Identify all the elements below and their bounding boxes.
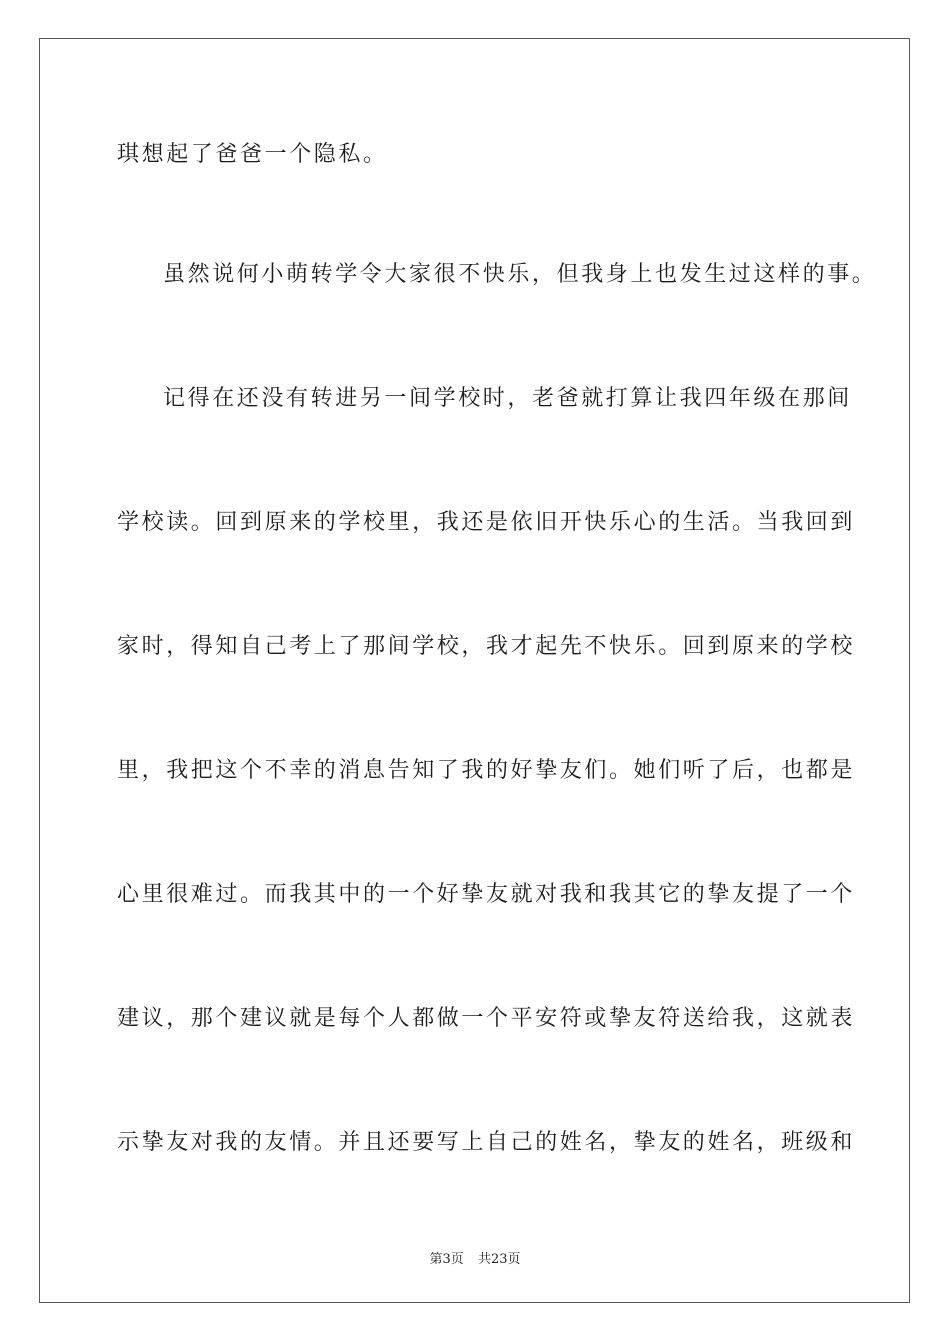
page-number: 第3页 — [429, 1252, 464, 1267]
total-pages: 共23页 — [477, 1252, 521, 1267]
text-line-2: 虽然说何小萌转学令大家很不快乐，但我身上也发生过这样的事。 — [163, 262, 877, 287]
text-line-4: 学校读。回到原来的学校里，我还是依旧开快乐心的生活。当我回到 — [117, 510, 856, 535]
page-border — [39, 38, 910, 1303]
text-line-3: 记得在还没有转进另一间学校时，老爸就打算让我四年级在那间 — [163, 386, 852, 411]
text-line-9: 示挚友对我的友情。并且还要写上自己的姓名，挚友的姓名，班级和 — [117, 1130, 856, 1155]
text-line-6: 里，我把这个不幸的消息告知了我的好挚友们。她们听了后，也都是 — [117, 758, 856, 783]
text-line-1: 琪想起了爸爸一个隐私。 — [117, 142, 388, 167]
text-line-5: 家时，得知自己考上了那间学校，我才起先不快乐。回到原来的学校 — [117, 634, 856, 659]
page-footer — [0, 1248, 950, 1267]
text-line-8: 建议，那个建议就是每个人都做一个平安符或挚友符送给我，这就表 — [117, 1006, 856, 1031]
text-line-7: 心里很难过。而我其中的一个好挚友就对我和我其它的挚友提了一个 — [117, 882, 856, 907]
